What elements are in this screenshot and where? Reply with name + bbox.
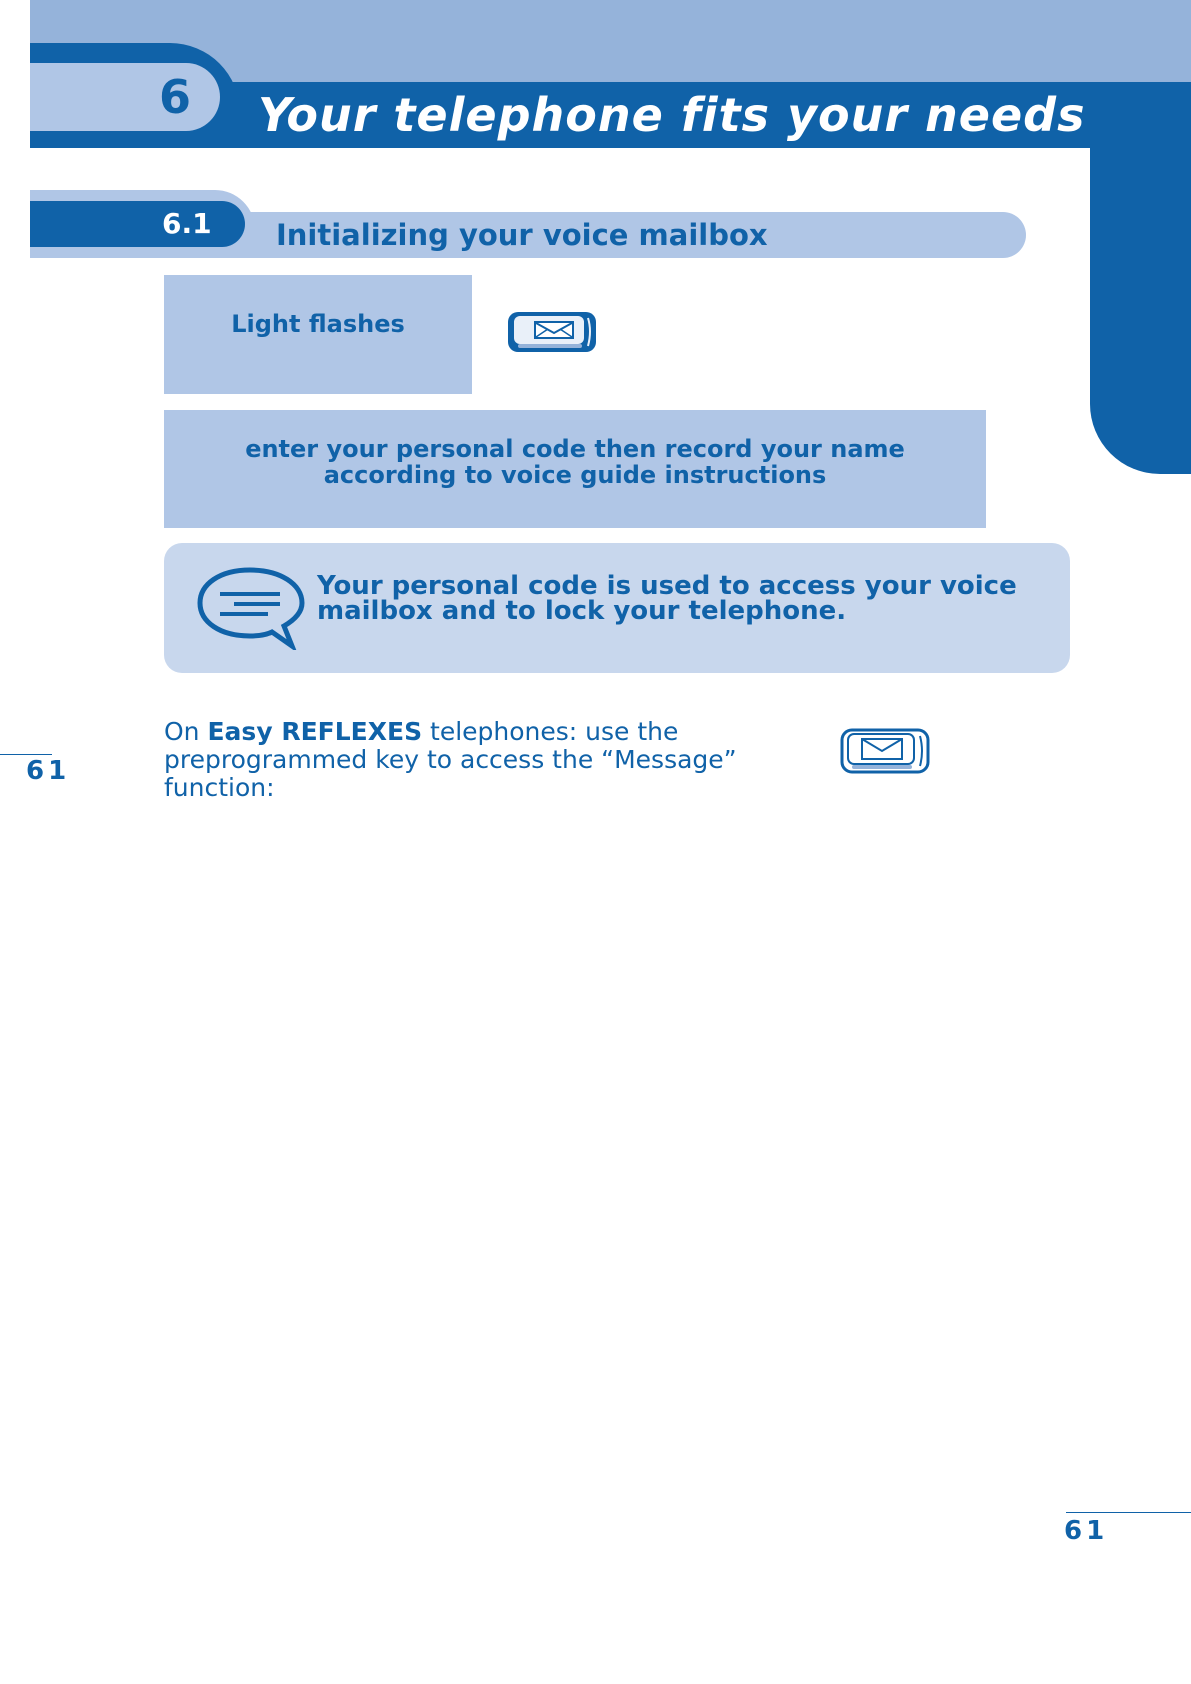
message-key-icon-2 — [840, 728, 930, 774]
section-title: Initializing your voice mailbox — [276, 218, 768, 252]
section-number-tab — [30, 201, 245, 247]
instruction-box — [164, 410, 986, 528]
speech-bubble-icon — [196, 566, 308, 650]
light-flashes-label: Light flashes — [231, 309, 405, 338]
chapter-title: Your telephone fits your needs — [258, 88, 1086, 142]
note-text: Your personal code is used to access your voice mailbox and to lock your telephone. — [317, 571, 1017, 626]
page-number-rule-right — [1066, 1512, 1191, 1513]
body-paragraph — [164, 718, 844, 802]
body-prefix: On — [164, 717, 208, 746]
chapter-number: 6 — [158, 70, 191, 124]
page-number-left: 61 — [26, 756, 71, 786]
light-flashes-box — [164, 275, 472, 394]
page-number-right: 61 — [1064, 1516, 1109, 1546]
page-number-rule-left — [0, 754, 52, 755]
instruction-text: enter your personal code then record your name according to voice guide instructions — [245, 435, 905, 489]
right-edge-tab — [1090, 148, 1191, 474]
message-key-icon — [506, 310, 598, 354]
section-number: 6.1 — [162, 207, 212, 240]
product-name: Easy REFLEXES — [207, 717, 423, 746]
body-suffix: telephones: use the preprogrammed key to access the “Message” function: — [164, 717, 737, 802]
